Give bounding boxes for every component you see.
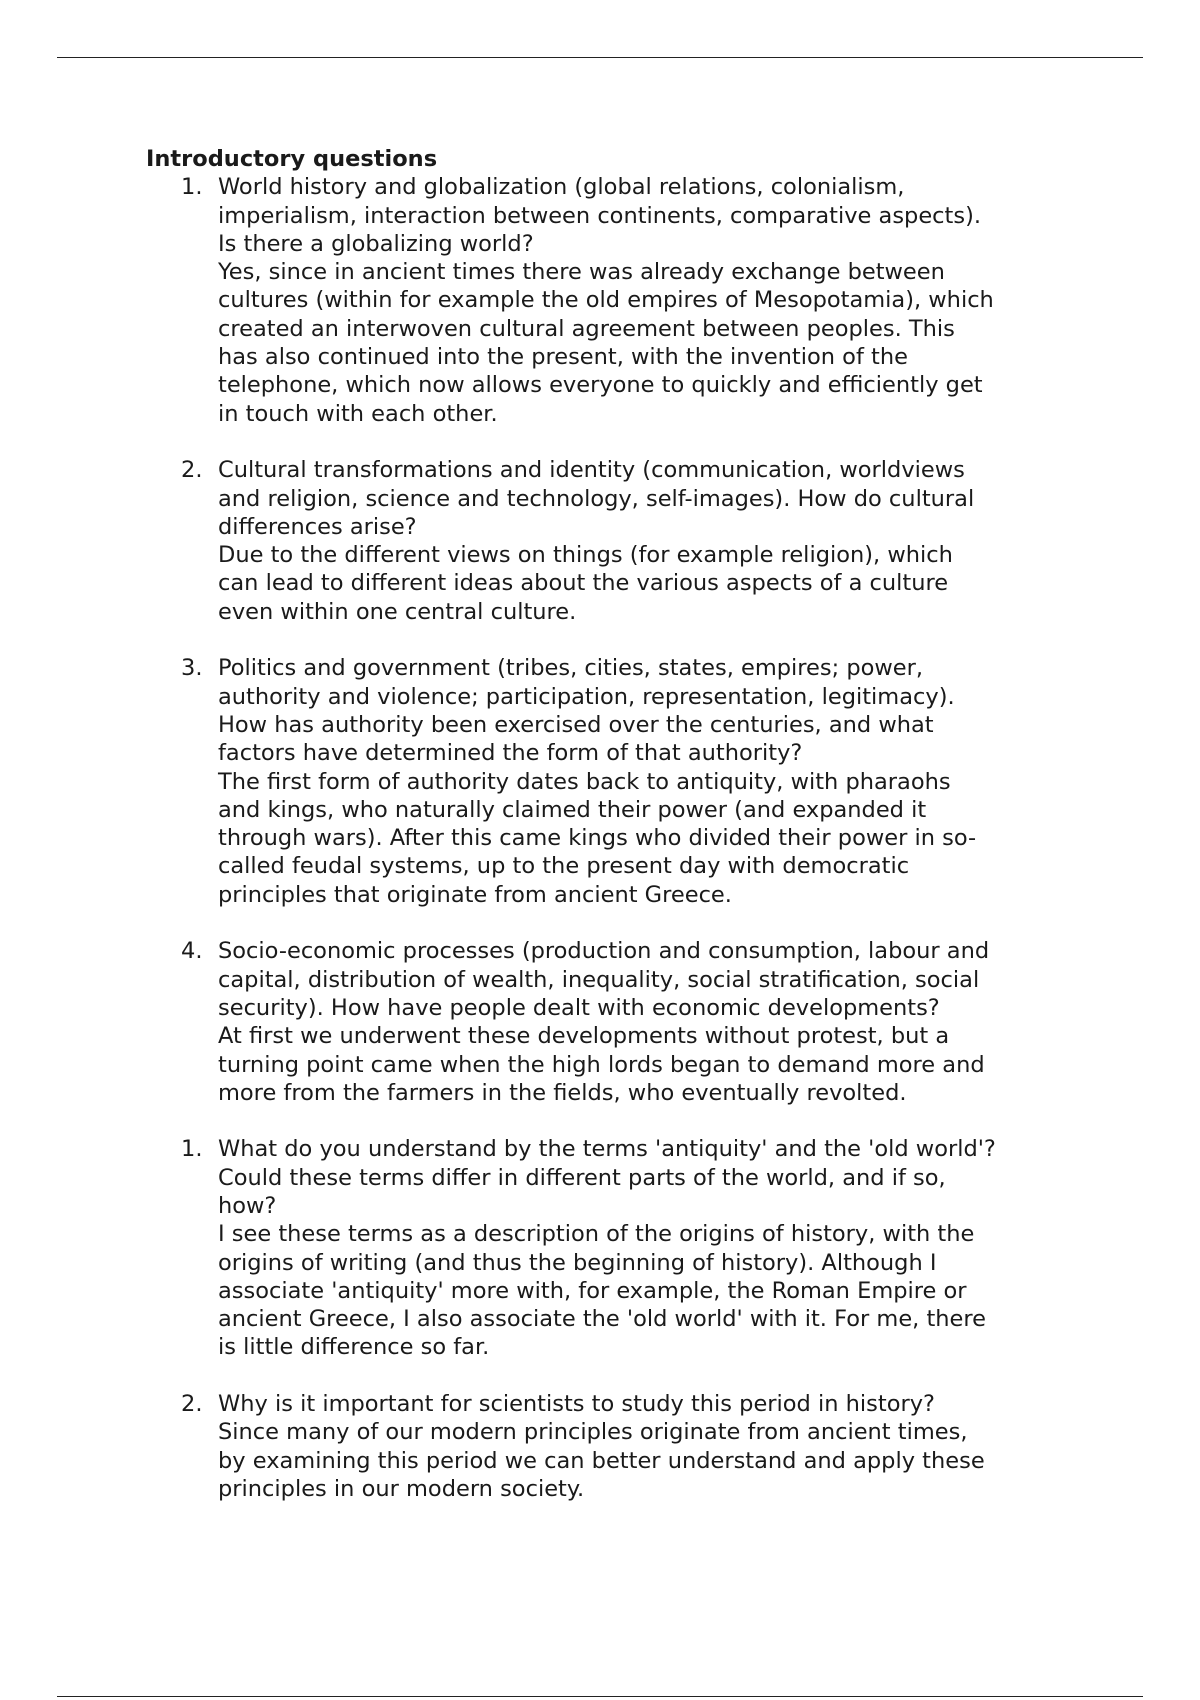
text-line: differences arise? bbox=[218, 513, 417, 540]
question-list bbox=[146, 173, 1076, 1503]
text-line: and kings, who naturally claimed their power (and expanded it bbox=[218, 796, 927, 823]
text-line: How has authority been exercised over the centuries, and what bbox=[218, 711, 934, 738]
text-line: how? bbox=[218, 1192, 277, 1219]
question-number: 2. bbox=[181, 1391, 203, 1418]
question-number: 1. bbox=[181, 174, 203, 201]
question-text bbox=[218, 1390, 1076, 1503]
text-line: ancient Greece, I also associate the 'old world' with it. For me, there bbox=[218, 1306, 986, 1333]
question-text bbox=[218, 456, 1076, 626]
text-line: What do you understand by the terms 'antiquity' and the 'old world'? bbox=[218, 1136, 996, 1163]
text-line: I see these terms as a description of the origins of history, with the bbox=[218, 1221, 975, 1248]
text-line: can lead to different ideas about the various aspects of a culture bbox=[218, 570, 949, 597]
question-item bbox=[146, 654, 1076, 909]
text-line: authority and violence; participation, representation, legitimacy). bbox=[218, 683, 955, 710]
question-text bbox=[218, 937, 1076, 1107]
question-number: 2. bbox=[181, 457, 203, 484]
question-text bbox=[218, 1135, 1076, 1361]
text-line: Could these terms differ in different parts of the world, and if so, bbox=[218, 1164, 946, 1191]
header-rule bbox=[57, 57, 1143, 58]
text-line: origins of writing (and thus the beginning of history). Although I bbox=[218, 1249, 937, 1276]
question-item bbox=[146, 1390, 1076, 1503]
text-line: called feudal systems, up to the present day with democratic bbox=[218, 853, 910, 880]
text-line: Since many of our modern principles originate from ancient times, bbox=[218, 1419, 968, 1446]
text-line: Yes, since in ancient times there was already exchange between bbox=[218, 259, 945, 286]
text-line: turning point came when the high lords began to demand more and bbox=[218, 1051, 985, 1078]
document-body bbox=[146, 145, 1076, 1532]
text-line: by examining this period we can better understand and apply these bbox=[218, 1447, 985, 1474]
question-number: 3. bbox=[181, 655, 203, 682]
text-line: Cultural transformations and identity (communication, worldviews bbox=[218, 457, 965, 484]
question-number: 1. bbox=[181, 1136, 203, 1163]
text-line: Due to the different views on things (for example religion), which bbox=[218, 542, 953, 569]
section-heading: Introductory questions bbox=[146, 146, 438, 172]
text-line: security). How have people dealt with economic developments? bbox=[218, 994, 940, 1021]
text-line: Is there a globalizing world? bbox=[218, 230, 534, 257]
text-line: factors have determined the form of that authority? bbox=[218, 740, 803, 767]
text-line: and religion, science and technology, self-images). How do cultural bbox=[218, 485, 975, 512]
text-line: more from the farmers in the fields, who eventually revolted. bbox=[218, 1079, 907, 1106]
text-line: created an interwoven cultural agreement between peoples. This bbox=[218, 315, 955, 342]
question-text bbox=[218, 173, 1076, 428]
question-item bbox=[146, 1135, 1076, 1361]
text-line: imperialism, interaction between continents, comparative aspects). bbox=[218, 202, 982, 229]
text-line: through wars). After this came kings who divided their power in so- bbox=[218, 825, 977, 852]
question-number: 4. bbox=[181, 938, 203, 965]
text-line: At first we underwent these developments without protest, but a bbox=[218, 1023, 950, 1050]
text-line: The first form of authority dates back to antiquity, with pharaohs bbox=[218, 768, 951, 795]
question-item bbox=[146, 456, 1076, 626]
text-line: is little difference so far. bbox=[218, 1334, 490, 1361]
text-line: capital, distribution of wealth, inequality, social stratification, social bbox=[218, 966, 980, 993]
text-line: in touch with each other. bbox=[218, 400, 498, 427]
text-line: Why is it important for scientists to study this period in history? bbox=[218, 1391, 935, 1418]
text-line: World history and globalization (global relations, colonialism, bbox=[218, 174, 905, 201]
question-item bbox=[146, 937, 1076, 1107]
text-line: Politics and government (tribes, cities, states, empires; power, bbox=[218, 655, 924, 682]
text-line: telephone, which now allows everyone to quickly and efficiently get bbox=[218, 372, 983, 399]
text-line: even within one central culture. bbox=[218, 598, 577, 625]
question-item bbox=[146, 173, 1076, 428]
text-line: Socio-economic processes (production and consumption, labour and bbox=[218, 938, 990, 965]
footer-rule bbox=[57, 1696, 1143, 1697]
text-line: principles that originate from ancient Greece. bbox=[218, 881, 732, 908]
text-line: principles in our modern society. bbox=[218, 1475, 585, 1502]
text-line: cultures (within for example the old empires of Mesopotamia), which bbox=[218, 287, 994, 314]
text-line: has also continued into the present, with the invention of the bbox=[218, 344, 908, 371]
text-line: associate 'antiquity' more with, for example, the Roman Empire or bbox=[218, 1277, 967, 1304]
question-text bbox=[218, 654, 1076, 909]
